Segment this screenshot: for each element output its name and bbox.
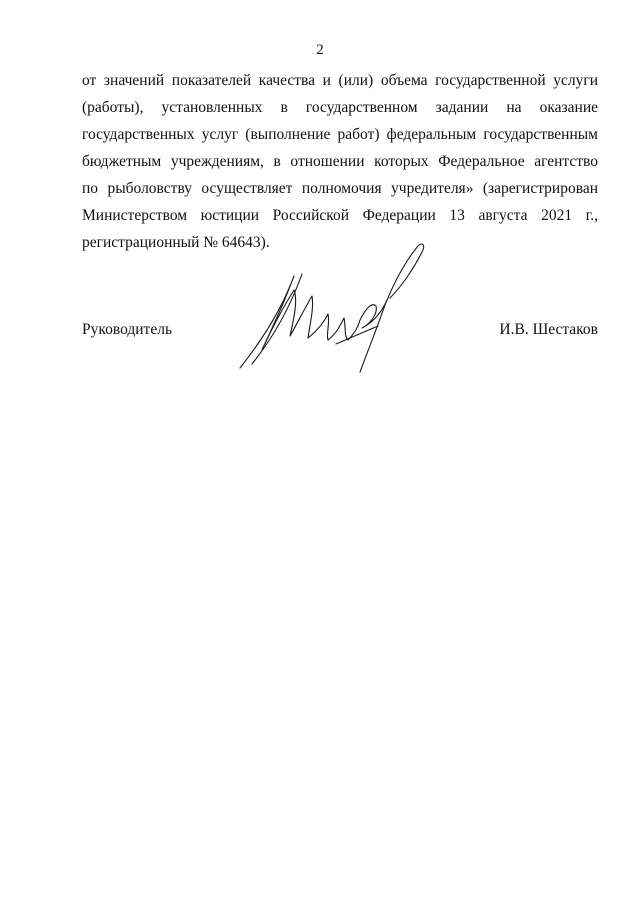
paragraph-line: (работы), установленных в государственном задании на оказание: [82, 99, 598, 116]
signer-name: И.В. Шестаков: [499, 321, 598, 338]
paragraph-line: государственных услуг (выполнение работ) федеральным государственным: [82, 126, 598, 143]
handwritten-signature: [232, 238, 432, 378]
paragraph-line: регистрационный № 64643).: [82, 234, 270, 251]
paragraph-line: по рыболовству осуществляет полномочия учредителя» (зарегистрирован: [82, 180, 598, 197]
paragraph-line: от значений показателей качества и (или) объема государственной услуги: [82, 72, 598, 89]
body-paragraph: [82, 67, 598, 256]
paragraph-line: Министерством юстиции Российской Федерации 13 августа 2021 г.,: [82, 207, 598, 224]
signature-block: [82, 317, 598, 347]
paragraph-line: бюджетным учреждениям, в отношении которых Федеральное агентство: [82, 153, 598, 170]
page-number: 2: [316, 42, 324, 58]
signer-title: Руководитель: [82, 321, 173, 338]
